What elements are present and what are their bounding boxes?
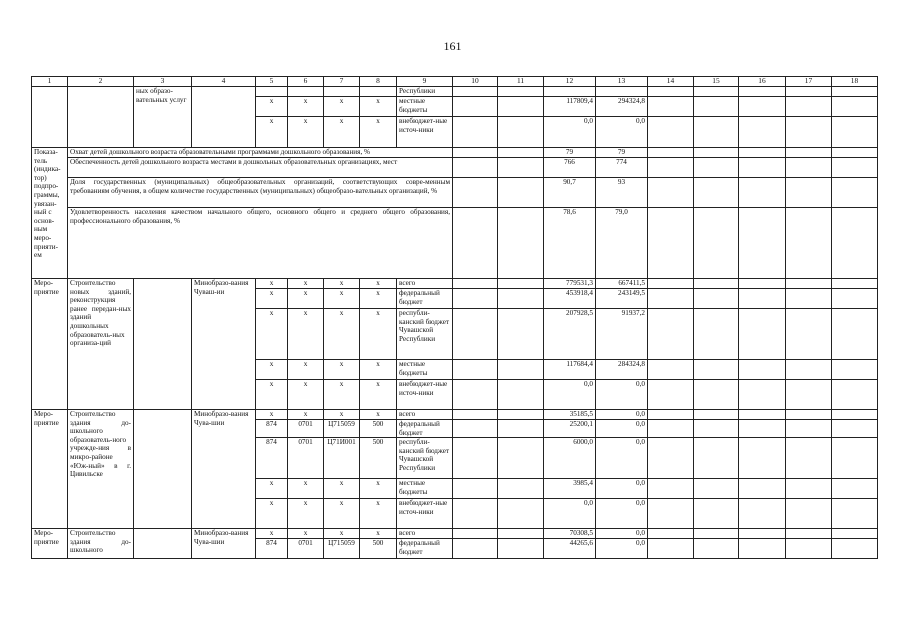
empty-cell — [453, 309, 498, 360]
empty-cell — [648, 360, 694, 380]
type-cell: 500 — [360, 539, 397, 559]
empty-cell — [786, 539, 832, 559]
empty-cell — [739, 529, 786, 539]
empty-cell — [739, 97, 786, 117]
empty-cell — [694, 289, 739, 309]
article-cell: x — [324, 309, 360, 360]
empty-cell — [453, 529, 498, 539]
empty-cell — [498, 117, 544, 148]
value-col13: 0,0 — [596, 529, 648, 539]
type-cell: 500 — [360, 420, 397, 438]
empty-cell — [832, 87, 878, 97]
empty-cell — [786, 360, 832, 380]
value-col13: 294324,8 — [596, 97, 648, 117]
empty-cell — [832, 289, 878, 309]
section-cell: x — [288, 289, 324, 309]
empty-cell — [832, 479, 878, 499]
table-row — [32, 87, 878, 97]
empty-cell — [739, 87, 786, 97]
code-cell — [256, 87, 288, 97]
type-cell: 500 — [360, 438, 397, 479]
column-number: 9 — [397, 77, 453, 87]
funding-source: всего — [397, 410, 453, 420]
type-cell: x — [360, 309, 397, 360]
empty-cell — [498, 289, 544, 309]
empty-cell — [694, 208, 739, 279]
empty-cell — [498, 279, 544, 289]
value-col12: 6000,0 — [544, 438, 596, 479]
empty-cell — [498, 438, 544, 479]
budget-table — [31, 76, 878, 559]
empty-cell — [739, 148, 786, 158]
column-number: 15 — [694, 77, 739, 87]
measure-name: Строительство здания до-школьного — [68, 529, 134, 559]
empty-cell — [648, 97, 694, 117]
empty-cell — [648, 158, 694, 178]
empty-cell — [648, 539, 694, 559]
empty-cell — [694, 529, 739, 539]
measure-executor: Минобразо-вания Чува-шии — [192, 410, 256, 529]
section-cell — [288, 87, 324, 97]
empty-cell — [786, 420, 832, 438]
indicator-text: Доля государственных (муниципальных) общеобразовательных организаций, соответствующих совре-менным требованиям обучения, в общем количестве государственных (муниципальных) общеобразо-вательных организаций, % — [68, 178, 453, 208]
empty-cell — [648, 499, 694, 529]
empty-cell — [739, 208, 786, 279]
empty-cell — [498, 529, 544, 539]
value-col13 — [596, 87, 648, 97]
measure-executor: Минобразо-вания Чуваш-ии — [192, 279, 256, 410]
empty-cell — [648, 279, 694, 289]
article-cell: x — [324, 360, 360, 380]
indicator-value-12: 78,6 — [544, 208, 596, 279]
section-cell: x — [288, 380, 324, 410]
funding-source: местные бюджеты — [397, 479, 453, 499]
code-cell: 874 — [256, 420, 288, 438]
column-number: 10 — [453, 77, 498, 87]
column-number: 1 — [32, 77, 68, 87]
article-cell: x — [324, 499, 360, 529]
empty-cell — [694, 410, 739, 420]
empty-cell — [648, 87, 694, 97]
empty-cell — [498, 420, 544, 438]
column-number: 11 — [498, 77, 544, 87]
indicator-value-12: 90,7 — [544, 178, 596, 208]
value-col13: 0,0 — [596, 479, 648, 499]
empty-cell — [832, 117, 878, 148]
code-cell: x — [256, 529, 288, 539]
empty-cell — [786, 309, 832, 360]
empty-cell — [694, 420, 739, 438]
indicator-value-12: 79 — [544, 148, 596, 158]
empty-cell — [648, 479, 694, 499]
value-col12: 0,0 — [544, 117, 596, 148]
empty-cell — [498, 158, 544, 178]
empty-cell — [739, 279, 786, 289]
value-col12 — [544, 87, 596, 97]
table-row — [32, 410, 878, 420]
empty-cell — [694, 380, 739, 410]
empty-cell — [832, 499, 878, 529]
empty-cell — [453, 289, 498, 309]
empty-cell — [694, 279, 739, 289]
empty-cell — [453, 208, 498, 279]
type-cell: x — [360, 529, 397, 539]
column-number: 4 — [192, 77, 256, 87]
empty-cell — [648, 178, 694, 208]
empty-cell — [832, 309, 878, 360]
funding-source: внебюджет-ные источ-ники — [397, 499, 453, 529]
empty-cell — [786, 279, 832, 289]
empty-cell — [832, 279, 878, 289]
column-number: 3 — [134, 77, 192, 87]
empty-cell — [694, 438, 739, 479]
value-col13: 0,0 — [596, 117, 648, 148]
empty-cell — [832, 178, 878, 208]
table-row — [32, 208, 878, 279]
section-cell: x — [288, 360, 324, 380]
empty-cell — [453, 499, 498, 529]
article-cell: x — [324, 97, 360, 117]
value-col12: 779531,3 — [544, 279, 596, 289]
value-col13: 0,0 — [596, 499, 648, 529]
column-number: 6 — [288, 77, 324, 87]
page-number: 161 — [443, 39, 462, 53]
type-cell: x — [360, 279, 397, 289]
value-col13: 0,0 — [596, 539, 648, 559]
funding-source: федеральный бюджет — [397, 289, 453, 309]
code-cell: 874 — [256, 539, 288, 559]
value-col12: 453918,4 — [544, 289, 596, 309]
value-col13: 0,0 — [596, 410, 648, 420]
indicator-value-13: 774 — [596, 158, 648, 178]
value-col12: 3985,4 — [544, 479, 596, 499]
empty-cell — [832, 148, 878, 158]
indicator-value-12: 766 — [544, 158, 596, 178]
empty-cell — [134, 279, 192, 410]
table-row — [32, 158, 878, 178]
funding-source: федеральный бюджет — [397, 539, 453, 559]
empty-cell — [739, 499, 786, 529]
empty-cell — [498, 360, 544, 380]
article-cell: x — [324, 380, 360, 410]
empty-cell — [739, 309, 786, 360]
value-col13: 0,0 — [596, 380, 648, 410]
value-col12: 117684,4 — [544, 360, 596, 380]
value-col12: 0,0 — [544, 380, 596, 410]
empty-cell — [832, 380, 878, 410]
measure-executor: Минобразо-вания Чува-шии — [192, 529, 256, 559]
article-cell: x — [324, 117, 360, 148]
code-cell: x — [256, 479, 288, 499]
section-cell: x — [288, 529, 324, 539]
empty-cell — [192, 87, 256, 148]
empty-cell — [648, 208, 694, 279]
type-cell: x — [360, 97, 397, 117]
section-cell: 0701 — [288, 539, 324, 559]
empty-cell — [832, 420, 878, 438]
funding-source: всего — [397, 529, 453, 539]
indicator-text: Удовлетворенность населения качеством начального общего, основного общего и среднего общего образования, профессионального образования, % — [68, 208, 453, 279]
measure-name: Строительство новых зданий, реконструкция ранее передан-ных зданий дошкольных образователь-ных организа-ций — [68, 279, 134, 410]
indicator-value-13: 93 — [596, 178, 648, 208]
value-col12: 117809,4 — [544, 97, 596, 117]
empty-cell — [786, 97, 832, 117]
code-cell: x — [256, 279, 288, 289]
empty-cell — [694, 97, 739, 117]
code-cell: x — [256, 410, 288, 420]
type-cell: x — [360, 410, 397, 420]
empty-cell — [648, 117, 694, 148]
empty-cell — [786, 499, 832, 529]
measure-label: Меро-приятие — [32, 410, 68, 529]
funding-source: республи-канский бюджет Чувашской Республики — [397, 438, 453, 479]
code-cell: x — [256, 499, 288, 529]
empty-cell — [453, 438, 498, 479]
empty-cell — [498, 208, 544, 279]
empty-cell — [832, 97, 878, 117]
value-col13: 0,0 — [596, 438, 648, 479]
empty-cell — [694, 539, 739, 559]
empty-cell — [498, 87, 544, 97]
empty-cell — [134, 529, 192, 559]
empty-cell — [694, 309, 739, 360]
type-cell: x — [360, 289, 397, 309]
empty-cell — [786, 148, 832, 158]
code-cell: x — [256, 117, 288, 148]
section-cell: 0701 — [288, 438, 324, 479]
funding-source: внебюджет-ные источ-ники — [397, 117, 453, 148]
empty-cell — [453, 360, 498, 380]
empty-cell — [694, 178, 739, 208]
value-col13: 0,0 — [596, 420, 648, 438]
type-cell: x — [360, 380, 397, 410]
section-cell: x — [288, 410, 324, 420]
empty-cell — [694, 479, 739, 499]
value-col12: 70308,5 — [544, 529, 596, 539]
empty-cell — [786, 289, 832, 309]
article-cell: x — [324, 479, 360, 499]
indicator-text: Обеспеченность детей дошкольного возраста местами в дошкольных образовательных организациях, мест — [68, 158, 453, 178]
empty-cell — [648, 380, 694, 410]
measure-label: Меро-приятие — [32, 279, 68, 410]
column-number: 8 — [360, 77, 397, 87]
empty-cell — [786, 479, 832, 499]
empty-cell — [786, 410, 832, 420]
column-number: 7 — [324, 77, 360, 87]
empty-cell — [832, 438, 878, 479]
empty-cell — [498, 97, 544, 117]
funding-source: внебюджет-ные источ-ники — [397, 380, 453, 410]
article-cell: x — [324, 279, 360, 289]
empty-cell — [694, 117, 739, 148]
table-row — [32, 178, 878, 208]
empty-cell — [786, 87, 832, 97]
column-number: 5 — [256, 77, 288, 87]
type-cell: x — [360, 479, 397, 499]
empty-cell — [786, 117, 832, 148]
empty-cell — [786, 438, 832, 479]
value-col13: 91937,2 — [596, 309, 648, 360]
column-number: 12 — [544, 77, 596, 87]
empty-cell — [694, 87, 739, 97]
empty-cell — [739, 178, 786, 208]
empty-cell — [498, 148, 544, 158]
funding-source: Республики — [397, 87, 453, 97]
empty-cell — [498, 499, 544, 529]
empty-cell — [453, 479, 498, 499]
empty-cell — [453, 158, 498, 178]
section-cell: x — [288, 97, 324, 117]
table-row — [32, 529, 878, 539]
article-cell: Ц71И001 — [324, 438, 360, 479]
value-col13: 284324,8 — [596, 360, 648, 380]
empty-cell — [739, 479, 786, 499]
empty-cell — [739, 289, 786, 309]
empty-cell — [453, 87, 498, 97]
empty-cell — [453, 97, 498, 117]
empty-cell — [739, 410, 786, 420]
code-cell: 874 — [256, 438, 288, 479]
service-text: ных образо-вательных услуг — [134, 87, 192, 148]
empty-cell — [786, 208, 832, 279]
empty-cell — [739, 117, 786, 148]
empty-cell — [648, 438, 694, 479]
type-cell: x — [360, 117, 397, 148]
empty-cell — [498, 380, 544, 410]
empty-cell — [694, 499, 739, 529]
value-col12: 25200,1 — [544, 420, 596, 438]
column-number: 16 — [739, 77, 786, 87]
section-cell: x — [288, 279, 324, 289]
column-number: 18 — [832, 77, 878, 87]
value-col12: 35185,5 — [544, 410, 596, 420]
section-cell: x — [288, 479, 324, 499]
empty-cell — [648, 420, 694, 438]
empty-cell — [498, 309, 544, 360]
empty-cell — [498, 479, 544, 499]
empty-cell — [648, 289, 694, 309]
funding-source: республи-канский бюджет Чувашской Республики — [397, 309, 453, 360]
value-col13: 243149,5 — [596, 289, 648, 309]
empty-cell — [648, 148, 694, 158]
empty-cell — [739, 438, 786, 479]
value-col13: 667411,5 — [596, 279, 648, 289]
measure-label: Меро-приятие — [32, 529, 68, 559]
empty-cell — [453, 279, 498, 289]
value-col12: 44265,6 — [544, 539, 596, 559]
empty-cell — [453, 148, 498, 158]
measure-name: Строительство здания до-школьного образователь-ного учрежде-ния в микро-районе «Юж-ный» в г. Цивильске — [68, 410, 134, 529]
type-cell: x — [360, 360, 397, 380]
column-number: 14 — [648, 77, 694, 87]
code-cell: x — [256, 289, 288, 309]
value-col12: 207928,5 — [544, 309, 596, 360]
table-row — [32, 279, 878, 289]
table-row — [32, 148, 878, 158]
empty-cell — [694, 360, 739, 380]
code-cell: x — [256, 360, 288, 380]
empty-cell — [453, 117, 498, 148]
empty-cell — [832, 158, 878, 178]
empty-cell — [68, 87, 134, 148]
article-cell — [324, 87, 360, 97]
funding-source: федеральный бюджет — [397, 420, 453, 438]
empty-cell — [832, 360, 878, 380]
indicator-text: Охват детей дошкольного возраста образовательными программами дошкольного образования, % — [68, 148, 453, 158]
empty-cell — [32, 87, 68, 148]
section-cell: x — [288, 309, 324, 360]
article-cell: Ц715059 — [324, 539, 360, 559]
empty-cell — [694, 158, 739, 178]
empty-cell — [498, 178, 544, 208]
empty-cell — [453, 178, 498, 208]
empty-cell — [498, 539, 544, 559]
empty-cell — [648, 410, 694, 420]
section-cell: 0701 — [288, 420, 324, 438]
article-cell: x — [324, 289, 360, 309]
empty-cell — [453, 420, 498, 438]
empty-cell — [739, 420, 786, 438]
code-cell: x — [256, 97, 288, 117]
empty-cell — [786, 529, 832, 539]
empty-cell — [739, 158, 786, 178]
article-cell: x — [324, 410, 360, 420]
empty-cell — [694, 148, 739, 158]
table-row — [32, 77, 878, 87]
article-cell: Ц715059 — [324, 420, 360, 438]
code-cell: x — [256, 380, 288, 410]
empty-cell — [832, 529, 878, 539]
empty-cell — [648, 309, 694, 360]
code-cell: x — [256, 309, 288, 360]
empty-cell — [832, 539, 878, 559]
indicator-value-13: 79 — [596, 148, 648, 158]
article-cell: x — [324, 529, 360, 539]
empty-cell — [134, 410, 192, 529]
empty-cell — [786, 158, 832, 178]
empty-cell — [832, 410, 878, 420]
empty-cell — [786, 178, 832, 208]
funding-source: местные бюджеты — [397, 97, 453, 117]
section-cell: x — [288, 117, 324, 148]
empty-cell — [648, 529, 694, 539]
empty-cell — [786, 380, 832, 410]
indicator-value-13: 79,0 — [596, 208, 648, 279]
section-cell: x — [288, 499, 324, 529]
type-cell — [360, 87, 397, 97]
funding-source: местные бюджеты — [397, 360, 453, 380]
empty-cell — [739, 360, 786, 380]
empty-cell — [498, 410, 544, 420]
empty-cell — [739, 380, 786, 410]
empty-cell — [453, 539, 498, 559]
funding-source: всего — [397, 279, 453, 289]
column-number: 13 — [596, 77, 648, 87]
type-cell: x — [360, 499, 397, 529]
value-col12: 0,0 — [544, 499, 596, 529]
empty-cell — [453, 410, 498, 420]
empty-cell — [739, 539, 786, 559]
empty-cell — [832, 208, 878, 279]
column-number: 17 — [786, 77, 832, 87]
indicator-label: Показа-тель (индика-тор) подпро-граммы, увязан-ный с основ-ным меро-прияти-ем — [32, 148, 68, 279]
empty-cell — [453, 380, 498, 410]
column-number: 2 — [68, 77, 134, 87]
